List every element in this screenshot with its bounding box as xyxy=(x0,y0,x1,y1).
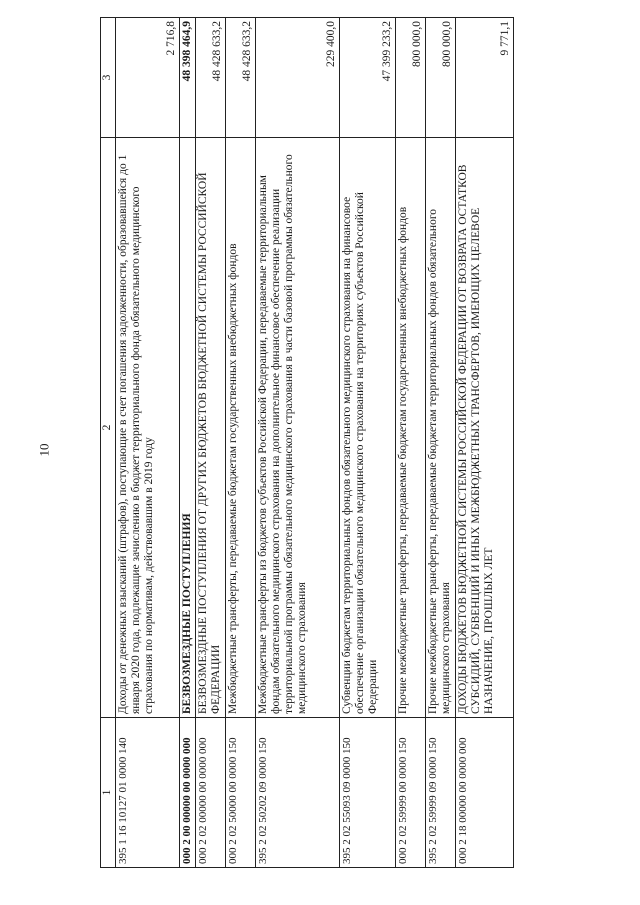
amount-cell: 800 000,0 xyxy=(396,18,426,138)
amount-cell: 2 716,8 xyxy=(116,18,180,138)
revenue-name-cell: БЕЗВОЗМЕЗДНЫЕ ПОСТУПЛЕНИЯ xyxy=(180,138,196,718)
table-row xyxy=(340,18,396,868)
amount-cell: 800 000,0 xyxy=(426,18,456,138)
revenue-name-cell: Межбюджетные трансферты, передаваемые бюджетам государственных внебюджетных фондов xyxy=(226,138,256,718)
revenue-name-cell: Прочие межбюджетные трансферты, передаваемые бюджетам территориальных фондов обязательного медицинского страхования xyxy=(426,138,456,718)
revenue-name-cell: Доходы от денежных взысканий (штрафов), поступающие в счет погашения задолженности, образовавшейся до 1 января 2020 года, подлежащие зачислению в бюджет территориального фонда обязательного медицинского страхования по нормативам, действовавшим в 2019 году xyxy=(116,138,180,718)
revenue-name-cell: БЕЗВОЗМЕЗДНЫЕ ПОСТУПЛЕНИЯ ОТ ДРУГИХ БЮДЖЕТОВ БЮДЖЕТНОЙ СИСТЕМЫ РОССИЙСКОЙ ФЕДЕРАЦИИ xyxy=(196,138,226,718)
revenue-table xyxy=(100,17,514,868)
table-row xyxy=(456,18,514,868)
amount-cell: 229 400,0 xyxy=(256,18,340,138)
column-number-row xyxy=(101,18,116,868)
budget-code-cell: 000 2 02 59999 00 0000 150 xyxy=(396,718,426,868)
revenue-name-cell: Субвенции бюджетам территориальных фондов обязательного медицинского страхования на финансовое обеспечение организации обязательного медицинского страхования на территориях субъектов Российской Федерации xyxy=(340,138,396,718)
table-row xyxy=(426,18,456,868)
revenue-name-cell: ДОХОДЫ БЮДЖЕТОВ БЮДЖЕТНОЙ СИСТЕМЫ РОССИЙСКОЙ ФЕДЕРАЦИИ ОТ ВОЗВРАТА ОСТАТКОВ СУБСИДИЙ, СУБВЕНЦИЙ И ИНЫХ МЕЖБЮДЖЕТНЫХ ТРАНСФЕРТОВ, ИМЕЮЩИХ ЦЕЛЕВОЕ НАЗНАЧЕНИЕ, ПРОШЛЫХ ЛЕТ xyxy=(456,138,514,718)
table-row xyxy=(396,18,426,868)
budget-code-cell: 000 2 18 00000 00 0000 000 xyxy=(456,718,514,868)
table-row xyxy=(226,18,256,868)
amount-cell: 9 771,1 xyxy=(456,18,514,138)
amount-cell: 48 428 633,2 xyxy=(196,18,226,138)
page-number: 10 xyxy=(36,443,52,457)
amount-cell: 48 398 464,9 xyxy=(180,18,196,138)
revenue-name-cell: Прочие межбюджетные трансферты, передаваемые бюджетам государственных внебюджетных фондов xyxy=(396,138,426,718)
table-row xyxy=(180,18,196,868)
amount-cell: 47 399 233,2 xyxy=(340,18,396,138)
budget-code-cell: 000 2 00 00000 00 0000 000 xyxy=(180,718,196,868)
budget-code-cell: 395 2 02 59999 09 0000 150 xyxy=(426,718,456,868)
budget-code-cell: 000 2 02 50000 00 0000 150 xyxy=(226,718,256,868)
table-body xyxy=(116,18,514,868)
column-number-3: 3 xyxy=(101,18,116,138)
amount-cell: 48 428 633,2 xyxy=(226,18,256,138)
rotated-sheet xyxy=(100,18,600,868)
column-number-1: 1 xyxy=(101,718,116,868)
budget-code-cell: 000 2 02 00000 00 0000 000 xyxy=(196,718,226,868)
budget-code-cell: 395 2 02 55093 09 0000 150 xyxy=(340,718,396,868)
table-row xyxy=(256,18,340,868)
table-row xyxy=(196,18,226,868)
revenue-name-cell: Межбюджетные трансферты из бюджетов субъектов Российской Федерации, передаваемые территориальным фондам обязательного медицинского страхования на дополнительное финансовое обеспечение реализации территориальной программы обязательного медицинского страхования в части базовой программы обязательного медицинского страхования xyxy=(256,138,340,718)
budget-code-cell: 395 1 16 10127 01 0000 140 xyxy=(116,718,180,868)
budget-code-cell: 395 2 02 50202 09 0000 150 xyxy=(256,718,340,868)
table-row xyxy=(116,18,180,868)
column-number-2: 2 xyxy=(101,138,116,718)
